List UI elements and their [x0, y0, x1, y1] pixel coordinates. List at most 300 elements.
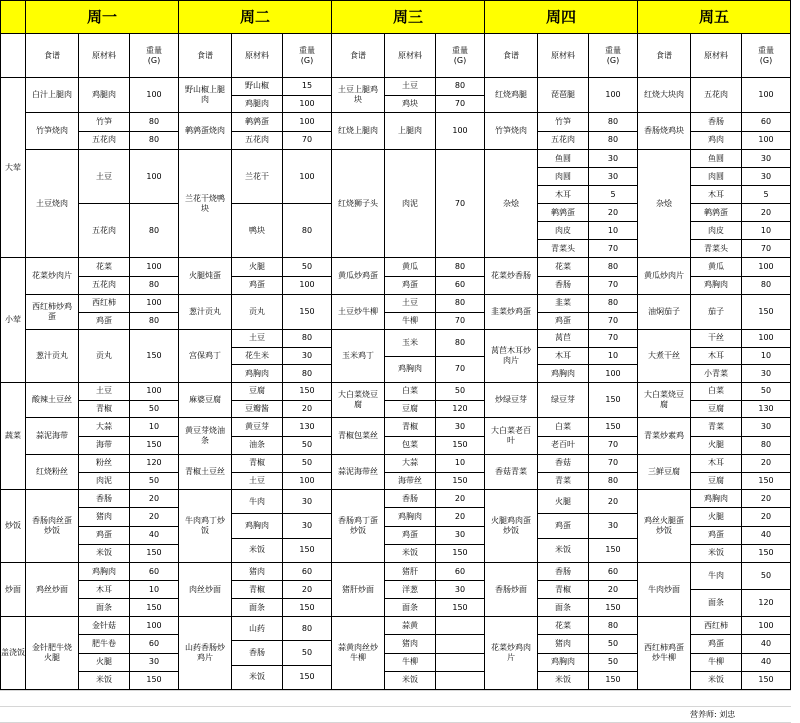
weight-cell[interactable]: 100 — [283, 96, 332, 114]
weight-cell[interactable]: 60 — [589, 563, 638, 581]
weight-cell[interactable]: 150 — [589, 599, 638, 617]
weight-cell[interactable]: 30 — [283, 490, 332, 514]
material-cell[interactable]: 青椒 — [79, 401, 130, 419]
weight-cell[interactable]: 100 — [742, 132, 791, 151]
dish-name-cell[interactable]: 火腿炖蛋 — [179, 258, 232, 295]
dish-name-cell[interactable]: 香肠烧鸡块 — [638, 113, 691, 150]
weight-cell[interactable]: 100 — [283, 150, 332, 204]
material-cell[interactable]: 土豆 — [232, 473, 283, 491]
material-cell[interactable]: 鸭块 — [232, 204, 283, 258]
weight-column-header[interactable] — [283, 34, 332, 78]
weight-cell[interactable]: 80 — [283, 204, 332, 258]
weight-cell[interactable]: 10 — [742, 222, 791, 240]
dish-name-cell[interactable]: 鸡丝炒面 — [26, 563, 79, 617]
weight-cell[interactable]: 100 — [130, 617, 179, 635]
material-cell[interactable]: 土豆 — [79, 383, 130, 401]
dish-name-cell[interactable]: 兰花干烧鸭块 — [179, 150, 232, 258]
material-cell[interactable]: 牛柳 — [385, 313, 436, 331]
material-cell[interactable]: 鸡蛋 — [691, 527, 742, 545]
material-cell[interactable]: 火腿 — [232, 258, 283, 277]
weight-cell[interactable]: 80 — [130, 113, 179, 132]
material-cell[interactable]: 土豆 — [385, 78, 436, 96]
weight-cell[interactable]: 100 — [130, 295, 179, 313]
weight-cell[interactable]: 80 — [589, 295, 638, 313]
material-cell[interactable]: 白菜 — [691, 383, 742, 401]
material-cell[interactable]: 西红柿 — [691, 617, 742, 635]
weight-cell[interactable]: 60 — [742, 113, 791, 132]
weight-cell[interactable]: 80 — [589, 113, 638, 132]
weight-cell[interactable]: 150 — [130, 672, 179, 690]
material-cell[interactable]: 香肠 — [79, 490, 130, 508]
weight-cell[interactable]: 50 — [283, 258, 332, 277]
material-cell[interactable]: 油条 — [232, 437, 283, 456]
material-cell[interactable]: 鸡胸肉 — [232, 514, 283, 538]
material-cell[interactable]: 鹌鹑蛋 — [691, 204, 742, 222]
weight-cell[interactable]: 50 — [283, 641, 332, 665]
weight-column-header[interactable] — [589, 34, 638, 78]
material-cell[interactable]: 干丝 — [691, 330, 742, 348]
weight-cell[interactable]: 60 — [436, 277, 485, 296]
material-cell[interactable]: 鸡胸肉 — [538, 365, 589, 383]
day-header-thursday[interactable]: 周四 — [485, 1, 638, 34]
material-cell[interactable]: 香肠 — [691, 113, 742, 132]
dish-name-cell[interactable]: 野山椒上腿肉 — [179, 78, 232, 113]
weight-cell[interactable]: 130 — [283, 418, 332, 437]
material-cell[interactable]: 包菜 — [385, 437, 436, 456]
weight-cell[interactable]: 150 — [130, 330, 179, 383]
dish-name-cell[interactable]: 竹笋烧肉 — [26, 113, 79, 150]
material-cell[interactable]: 牛肉 — [232, 490, 283, 514]
dish-name-cell[interactable]: 宫保鸡丁 — [179, 330, 232, 383]
weight-cell[interactable]: 70 — [589, 313, 638, 331]
weight-cell[interactable]: 10 — [130, 581, 179, 599]
material-cell[interactable]: 鹌鹑蛋 — [232, 113, 283, 132]
material-cell[interactable]: 白菜 — [538, 418, 589, 437]
weight-cell[interactable]: 150 — [742, 545, 791, 563]
weight-cell[interactable]: 50 — [283, 455, 332, 473]
weight-cell[interactable]: 5 — [742, 186, 791, 204]
weight-cell[interactable]: 5 — [589, 186, 638, 204]
dish-name-cell[interactable]: 红烧粉丝 — [26, 455, 79, 490]
material-cell[interactable]: 鱼圆 — [691, 150, 742, 168]
material-cell[interactable]: 香菇 — [538, 455, 589, 473]
weight-cell[interactable]: 50 — [742, 383, 791, 401]
weight-cell[interactable]: 120 — [742, 590, 791, 617]
material-cell[interactable]: 香肠 — [385, 490, 436, 508]
weight-cell[interactable]: 30 — [436, 581, 485, 599]
material-cell[interactable]: 火腿 — [538, 490, 589, 514]
weight-cell[interactable]: 100 — [589, 365, 638, 383]
weight-cell[interactable]: 80 — [130, 204, 179, 258]
weight-cell[interactable]: 150 — [742, 473, 791, 491]
material-cell[interactable]: 海带 — [79, 437, 130, 456]
dish-name-cell[interactable]: 红烧大块肉 — [638, 78, 691, 113]
dish-name-cell[interactable]: 鸡丝火腿蛋炒饭 — [638, 490, 691, 563]
weight-cell[interactable]: 50 — [436, 383, 485, 401]
dish-name-cell[interactable]: 炒绿豆芽 — [485, 383, 538, 418]
dish-name-cell[interactable]: 红烧上腿肉 — [332, 113, 385, 150]
material-cell[interactable]: 豆腐 — [385, 401, 436, 419]
material-cell[interactable]: 五花肉 — [79, 204, 130, 258]
dish-name-cell[interactable]: 蒜泥海带 — [26, 418, 79, 455]
material-cell[interactable]: 五花肉 — [79, 132, 130, 151]
category-cell[interactable]: 大荤 — [1, 78, 26, 258]
material-cell[interactable]: 鸡蛋 — [538, 514, 589, 538]
material-cell[interactable]: 豆瓣酱 — [232, 401, 283, 419]
weight-cell[interactable]: 150 — [283, 383, 332, 401]
weight-cell[interactable]: 150 — [436, 599, 485, 617]
weight-cell[interactable]: 80 — [742, 277, 791, 296]
header-corner-cell[interactable] — [1, 1, 26, 34]
weight-cell[interactable]: 100 — [283, 113, 332, 132]
material-cell[interactable]: 青菜头 — [538, 240, 589, 258]
dish-name-cell[interactable]: 土豆上腿鸡块 — [332, 78, 385, 113]
material-cell[interactable]: 豆腐 — [232, 383, 283, 401]
material-cell[interactable]: 鸡蛋 — [385, 527, 436, 545]
material-cell[interactable]: 牛肉 — [691, 563, 742, 590]
weight-cell[interactable]: 100 — [283, 277, 332, 296]
dish-name-cell[interactable]: 杂烩 — [485, 150, 538, 258]
weight-cell[interactable]: 10 — [742, 348, 791, 366]
material-cell[interactable]: 鸡腿肉 — [232, 96, 283, 114]
material-cell[interactable]: 黄瓜 — [691, 258, 742, 277]
material-cell[interactable]: 绿豆芽 — [538, 383, 589, 418]
dish-name-cell[interactable]: 花菜炒肉片 — [26, 258, 79, 295]
material-cell[interactable]: 米饭 — [691, 545, 742, 563]
material-cell[interactable]: 山药 — [232, 617, 283, 641]
weight-cell[interactable]: 70 — [589, 240, 638, 258]
weight-cell[interactable]: 150 — [742, 672, 791, 690]
weight-column-header[interactable] — [130, 34, 179, 78]
material-cell[interactable]: 五花肉 — [538, 132, 589, 151]
weight-cell[interactable]: 150 — [589, 539, 638, 563]
weight-cell[interactable]: 50 — [589, 635, 638, 653]
material-cell[interactable]: 大蒜 — [79, 418, 130, 437]
recipe-column-header[interactable]: 食谱 — [485, 34, 538, 78]
dish-name-cell[interactable]: 牛肉鸡丁炒饭 — [179, 490, 232, 563]
dish-name-cell[interactable]: 大白菜老百叶 — [485, 418, 538, 455]
weight-cell[interactable]: 150 — [589, 672, 638, 690]
weight-cell[interactable]: 20 — [589, 490, 638, 514]
weight-cell[interactable]: 70 — [742, 240, 791, 258]
material-cell[interactable]: 鱼圆 — [538, 150, 589, 168]
weight-cell[interactable]: 30 — [283, 348, 332, 366]
material-cell[interactable]: 豆腐 — [691, 401, 742, 419]
weight-cell[interactable]: 80 — [436, 258, 485, 277]
dish-name-cell[interactable]: 猪肝炒面 — [332, 563, 385, 617]
weight-cell[interactable]: 120 — [436, 401, 485, 419]
material-cell[interactable]: 野山椒 — [232, 78, 283, 96]
subheader-corner-cell[interactable] — [1, 34, 26, 78]
material-cell[interactable]: 米饭 — [538, 672, 589, 690]
category-cell[interactable]: 炒面 — [1, 563, 26, 617]
weight-cell[interactable]: 30 — [589, 150, 638, 168]
weight-cell[interactable]: 150 — [130, 545, 179, 563]
material-cell[interactable]: 面条 — [691, 590, 742, 617]
material-cell[interactable]: 木耳 — [691, 348, 742, 366]
weight-cell[interactable]: 70 — [589, 330, 638, 348]
category-cell[interactable]: 蔬菜 — [1, 383, 26, 490]
dish-name-cell[interactable]: 土豆炒牛柳 — [332, 295, 385, 330]
material-cell[interactable]: 玉米 — [385, 330, 436, 357]
material-cell[interactable]: 肉圆 — [691, 168, 742, 186]
material-cell[interactable]: 猪肝 — [385, 563, 436, 581]
material-cell[interactable]: 青菜头 — [691, 240, 742, 258]
dish-name-cell[interactable]: 青椒包菜丝 — [332, 418, 385, 455]
material-cell[interactable]: 土豆 — [385, 295, 436, 313]
weight-cell[interactable]: 30 — [589, 514, 638, 538]
weight-cell[interactable] — [436, 635, 485, 653]
weight-cell[interactable]: 80 — [436, 78, 485, 96]
category-cell[interactable]: 盖浇饭 — [1, 617, 26, 690]
material-cell[interactable]: 花菜 — [538, 617, 589, 635]
weight-cell[interactable]: 70 — [283, 132, 332, 151]
material-cell[interactable]: 花生米 — [232, 348, 283, 366]
weight-cell[interactable]: 60 — [130, 635, 179, 653]
dish-name-cell[interactable]: 山药香肠炒鸡片 — [179, 617, 232, 690]
dish-name-cell[interactable]: 酸辣土豆丝 — [26, 383, 79, 418]
weight-cell[interactable]: 20 — [742, 204, 791, 222]
material-cell[interactable]: 鸡胸肉 — [385, 357, 436, 384]
material-cell[interactable]: 木耳 — [79, 581, 130, 599]
weight-cell[interactable]: 80 — [589, 258, 638, 277]
material-cell[interactable]: 肉皮 — [538, 222, 589, 240]
material-cell[interactable]: 肉圆 — [538, 168, 589, 186]
weight-column-header[interactable] — [436, 34, 485, 78]
dish-name-cell[interactable]: 香肠肉丝蛋炒饭 — [26, 490, 79, 563]
dish-name-cell[interactable]: 白汁上腿肉 — [26, 78, 79, 113]
weight-cell[interactable]: 150 — [283, 666, 332, 690]
material-cell[interactable]: 茄子 — [691, 295, 742, 330]
weight-cell[interactable]: 30 — [589, 168, 638, 186]
weight-cell[interactable]: 60 — [283, 563, 332, 581]
material-cell[interactable]: 猪肉 — [232, 563, 283, 581]
material-cell[interactable]: 黄豆芽 — [232, 418, 283, 437]
material-cell[interactable]: 竹笋 — [79, 113, 130, 132]
weight-cell[interactable]: 150 — [283, 539, 332, 563]
weight-cell[interactable]: 120 — [130, 455, 179, 473]
material-cell[interactable]: 莴苣 — [538, 330, 589, 348]
weight-cell[interactable]: 150 — [130, 437, 179, 456]
weight-cell[interactable]: 100 — [742, 78, 791, 113]
weight-cell[interactable]: 80 — [130, 132, 179, 151]
weight-cell[interactable]: 100 — [742, 330, 791, 348]
material-cell[interactable]: 鸡蛋 — [538, 313, 589, 331]
material-cell[interactable]: 火腿 — [79, 654, 130, 672]
day-header-wednesday[interactable]: 周三 — [332, 1, 485, 34]
weight-cell[interactable]: 80 — [130, 277, 179, 296]
material-cell[interactable]: 牛柳 — [691, 654, 742, 672]
material-cell[interactable]: 金针菇 — [79, 617, 130, 635]
material-cell[interactable]: 鸡胸肉 — [691, 277, 742, 296]
weight-cell[interactable]: 30 — [436, 418, 485, 437]
weight-cell[interactable]: 20 — [589, 204, 638, 222]
material-cell[interactable]: 米饭 — [232, 539, 283, 563]
material-cell[interactable]: 面条 — [385, 599, 436, 617]
weight-cell[interactable]: 80 — [589, 132, 638, 151]
material-cell[interactable]: 洋葱 — [385, 581, 436, 599]
weight-cell[interactable]: 80 — [589, 473, 638, 491]
material-cell[interactable]: 香肠 — [538, 563, 589, 581]
category-cell[interactable]: 小荤 — [1, 258, 26, 383]
material-cell[interactable]: 花菜 — [538, 258, 589, 277]
dish-name-cell[interactable]: 大煮干丝 — [638, 330, 691, 383]
material-cell[interactable]: 鸡肉 — [691, 132, 742, 151]
material-cell[interactable]: 鹌鹑蛋 — [538, 204, 589, 222]
material-cell[interactable]: 大蒜 — [385, 455, 436, 473]
material-cell[interactable]: 米饭 — [79, 545, 130, 563]
weight-cell[interactable]: 20 — [742, 455, 791, 473]
weight-cell[interactable]: 150 — [283, 295, 332, 330]
dish-name-cell[interactable]: 土豆烧肉 — [26, 150, 79, 258]
weight-cell[interactable]: 50 — [130, 473, 179, 491]
weight-cell[interactable] — [436, 654, 485, 672]
material-cell[interactable]: 鸡蛋 — [79, 527, 130, 545]
dish-name-cell[interactable]: 香菇青菜 — [485, 455, 538, 490]
material-cell[interactable]: 米饭 — [385, 545, 436, 563]
material-cell[interactable]: 兰花干 — [232, 150, 283, 204]
day-header-friday[interactable]: 周五 — [638, 1, 791, 34]
weight-cell[interactable]: 30 — [130, 654, 179, 672]
weight-cell[interactable] — [436, 617, 485, 635]
material-cell[interactable]: 青菜 — [538, 473, 589, 491]
material-column-header[interactable]: 原材料 — [232, 34, 283, 78]
dish-name-cell[interactable]: 葱汁贡丸 — [179, 295, 232, 330]
material-cell[interactable]: 面条 — [79, 599, 130, 617]
weight-cell[interactable]: 150 — [589, 383, 638, 418]
weight-cell[interactable]: 30 — [742, 418, 791, 437]
material-cell[interactable]: 白菜 — [385, 383, 436, 401]
weight-cell[interactable]: 20 — [589, 581, 638, 599]
material-cell[interactable]: 蒜黄 — [385, 617, 436, 635]
material-cell[interactable]: 面条 — [538, 599, 589, 617]
weight-cell[interactable]: 40 — [130, 527, 179, 545]
dish-name-cell[interactable]: 青椒土豆丝 — [179, 455, 232, 490]
material-cell[interactable]: 猪肉 — [385, 635, 436, 653]
material-cell[interactable]: 青椒 — [232, 455, 283, 473]
weight-cell[interactable]: 10 — [589, 222, 638, 240]
dish-name-cell[interactable]: 油焖茄子 — [638, 295, 691, 330]
material-cell[interactable]: 青椒 — [538, 581, 589, 599]
weight-cell[interactable] — [436, 672, 485, 690]
material-cell[interactable]: 鸡胸肉 — [538, 654, 589, 672]
weight-cell[interactable]: 80 — [436, 295, 485, 313]
material-cell[interactable]: 鸡胸肉 — [385, 508, 436, 526]
weight-cell[interactable]: 150 — [436, 473, 485, 491]
dish-name-cell[interactable]: 香肠鸡丁蛋炒饭 — [332, 490, 385, 563]
weight-cell[interactable]: 40 — [742, 527, 791, 545]
material-cell[interactable]: 青椒 — [385, 418, 436, 437]
material-cell[interactable]: 贡丸 — [79, 330, 130, 383]
day-header-tuesday[interactable]: 周二 — [179, 1, 332, 34]
dish-name-cell[interactable]: 红烧狮子头 — [332, 150, 385, 258]
weight-cell[interactable]: 80 — [283, 365, 332, 383]
dish-name-cell[interactable]: 玉米鸡丁 — [332, 330, 385, 383]
weight-cell[interactable]: 100 — [742, 617, 791, 635]
material-cell[interactable]: 香肠 — [232, 641, 283, 665]
material-cell[interactable]: 木耳 — [691, 455, 742, 473]
weight-cell[interactable]: 20 — [742, 490, 791, 508]
weight-cell[interactable]: 100 — [130, 78, 179, 113]
material-cell[interactable]: 肉泥 — [79, 473, 130, 491]
weight-cell[interactable]: 80 — [436, 330, 485, 357]
weight-cell[interactable]: 100 — [436, 113, 485, 150]
dish-name-cell[interactable]: 香肠炒面 — [485, 563, 538, 617]
dish-name-cell[interactable]: 麻婆豆腐 — [179, 383, 232, 418]
weight-cell[interactable]: 150 — [742, 295, 791, 330]
material-column-header[interactable]: 原材料 — [538, 34, 589, 78]
dish-name-cell[interactable]: 大白菜烧豆腐 — [332, 383, 385, 418]
weight-cell[interactable]: 50 — [130, 401, 179, 419]
weight-cell[interactable]: 30 — [742, 150, 791, 168]
dish-name-cell[interactable]: 花菜炒鸡肉片 — [485, 617, 538, 690]
weight-cell[interactable]: 20 — [283, 581, 332, 599]
material-cell[interactable]: 鸡蛋 — [385, 277, 436, 296]
material-cell[interactable]: 米饭 — [385, 672, 436, 690]
dish-name-cell[interactable]: 三鲜豆腐 — [638, 455, 691, 490]
material-cell[interactable]: 五花肉 — [79, 277, 130, 296]
material-cell[interactable]: 牛柳 — [385, 654, 436, 672]
material-cell[interactable]: 鸡蛋 — [691, 635, 742, 653]
weight-cell[interactable]: 100 — [283, 473, 332, 491]
weight-cell[interactable]: 150 — [130, 599, 179, 617]
weight-cell[interactable]: 80 — [283, 617, 332, 641]
material-cell[interactable]: 西红柿 — [79, 295, 130, 313]
material-cell[interactable]: 鸡蛋 — [232, 277, 283, 296]
material-cell[interactable]: 肥牛卷 — [79, 635, 130, 653]
weight-cell[interactable]: 50 — [742, 563, 791, 590]
material-cell[interactable]: 肉泥 — [385, 150, 436, 258]
dish-name-cell[interactable]: 火腿鸡肉蛋炒饭 — [485, 490, 538, 563]
weight-cell[interactable]: 70 — [436, 313, 485, 331]
weight-cell[interactable]: 70 — [589, 437, 638, 456]
material-cell[interactable]: 五花肉 — [691, 78, 742, 113]
dish-name-cell[interactable]: 金针肥牛烧火腿 — [26, 617, 79, 690]
weight-cell[interactable]: 100 — [130, 150, 179, 204]
weight-cell[interactable]: 10 — [589, 348, 638, 366]
weight-cell[interactable]: 150 — [589, 418, 638, 437]
material-cell[interactable]: 五花肉 — [232, 132, 283, 151]
material-cell[interactable]: 木耳 — [691, 186, 742, 204]
dish-name-cell[interactable]: 葱汁贡丸 — [26, 330, 79, 383]
day-header-monday[interactable]: 周一 — [26, 1, 179, 34]
weight-cell[interactable]: 50 — [283, 437, 332, 456]
material-cell[interactable]: 小青菜 — [691, 365, 742, 383]
material-cell[interactable]: 鸡胸肉 — [691, 490, 742, 508]
weight-cell[interactable]: 150 — [436, 545, 485, 563]
weight-cell[interactable]: 150 — [283, 599, 332, 617]
dish-name-cell[interactable]: 黄豆芽烧油条 — [179, 418, 232, 455]
dish-name-cell[interactable]: 蒜泥海带丝 — [332, 455, 385, 490]
dish-name-cell[interactable]: 莴苣木耳炒肉片 — [485, 330, 538, 383]
weight-cell[interactable]: 130 — [742, 401, 791, 419]
weight-cell[interactable]: 20 — [283, 401, 332, 419]
weight-cell[interactable]: 150 — [436, 437, 485, 456]
material-column-header[interactable]: 原材料 — [79, 34, 130, 78]
weight-cell[interactable]: 20 — [436, 508, 485, 526]
dish-name-cell[interactable]: 红烧鸡腿 — [485, 78, 538, 113]
material-cell[interactable]: 土豆 — [79, 150, 130, 204]
material-cell[interactable]: 鸡腿肉 — [79, 78, 130, 113]
dish-name-cell[interactable]: 竹笋烧肉 — [485, 113, 538, 150]
material-cell[interactable]: 猪肉 — [538, 635, 589, 653]
weight-cell[interactable]: 10 — [436, 455, 485, 473]
weight-cell[interactable]: 30 — [742, 365, 791, 383]
material-cell[interactable]: 鸡块 — [385, 96, 436, 114]
material-cell[interactable]: 韭菜 — [538, 295, 589, 313]
weight-cell[interactable]: 70 — [436, 150, 485, 258]
weight-cell[interactable]: 40 — [742, 635, 791, 653]
